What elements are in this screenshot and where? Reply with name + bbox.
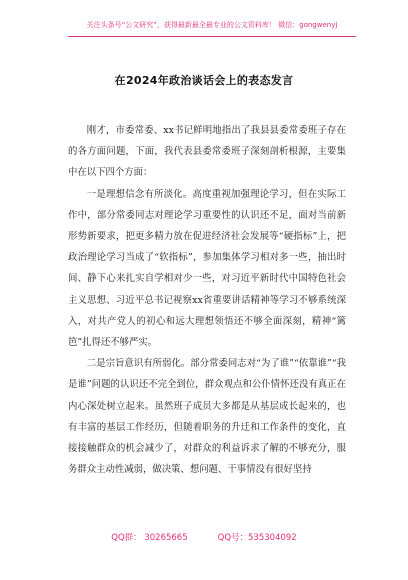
paragraph-point-2: 二是宗旨意识有所弱化。部分常委同志对“为了谁”“依靠谁”“我是谁”问题的认识还不完全到位，群众观点和公仆情怀还没有真正在内心深处树立起来。虽然班子成员大多都是从基层成长起来的，也有丰富的基层工作经历，但随着职务的升迁和工作条件的变化，直接接触群众的机会减少了，对群众的利益诉求了解的不够充分，服务群众主动性减弱，做决策、想问题、干事情没有很好坚持 (68, 358, 346, 476)
footer-contacts (0, 531, 408, 543)
footer-qq-group: QQ群： 30265665 (111, 533, 188, 543)
paragraph-point-1: 一是理想信念有所淡化。高度重视加强理论学习，但在实际工作中，部分常委同志对理论学习重要性的认识还不足，面对当前新形势新要求，把更多精力放在促进经济社会发展等“硬指标”上，把政治理论学习当成了“软指标”，参加集体学习相对多一些，抽出时间、静下心来扎实自学相对少一些，对习近平新时代中国特色社会主义思想、习近平总书记视察xx省重要讲话精神等学习不够系统深入，对共产党人的初心和远大理想领悟还不够全面深刻，精神“篱笆”扎得还不够严实。 (68, 188, 346, 349)
paragraph-intro: 刚才，市委常委、xx书记鲜明地指出了我县县委常委班子存在的各方面问题，下面，我代表县委常委班子深刻剖析根源，主要集中在以下四个方面： (68, 125, 346, 179)
document-title: 在2024年政治谈话会上的表态发言 (114, 74, 294, 87)
header-notice: 关注头条号“公文研究”，获得最新最全最专业的公文资料库！ 微信：gongwenyj (68, 20, 356, 37)
footer-qq-number: QQ号：535304092 (217, 533, 297, 543)
document-body (68, 120, 346, 480)
